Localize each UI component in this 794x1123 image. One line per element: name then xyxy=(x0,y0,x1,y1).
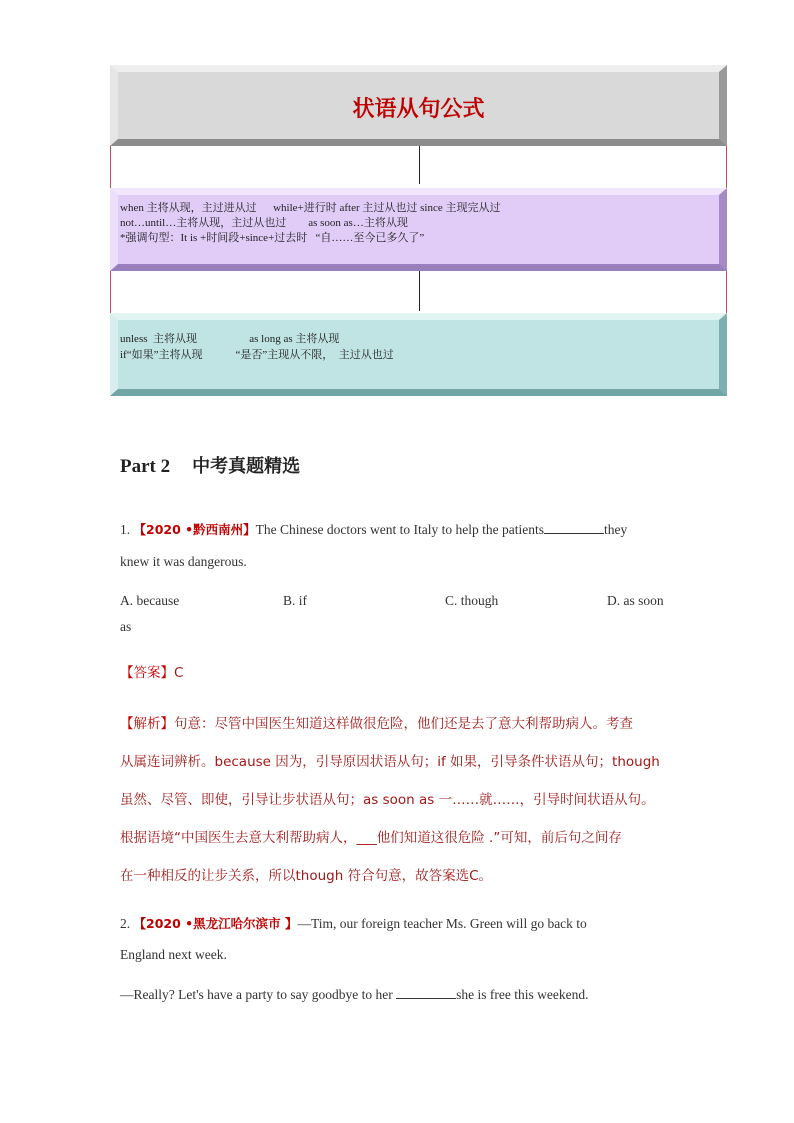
q1-option-c: C. though xyxy=(445,593,499,608)
q1-blank xyxy=(544,521,604,534)
q1-analysis-line-1 xyxy=(120,712,633,732)
time-box-line-3: *强调句型：It is +时间段+since+过去时 “自……至今已多久了” xyxy=(120,232,425,244)
answer-label: 【答案】 xyxy=(120,665,174,681)
q1-text-b: they xyxy=(603,522,628,537)
q2-line-3 xyxy=(120,986,588,1003)
cond-box-line-2: if“如果”主将从现 “是否”主现从不限， 主过从也过 xyxy=(120,349,394,361)
q1-analysis-line-2: 从属连词辨析。because 因为，引导原因状语从句；if 如果，引导条件状语从句；though xyxy=(120,754,660,770)
q2-text-c: —Really? Let's have a party to say goodbye to her xyxy=(120,987,393,1002)
part2-label: Part 2 xyxy=(120,456,171,477)
q1-line-2: knew it was dangerous. xyxy=(120,554,247,569)
q1-line-1 xyxy=(120,520,627,538)
q1-option-d: D. as soon xyxy=(607,593,664,608)
q1-option-b: B. if xyxy=(283,593,308,608)
q2-text-d: she is free this weekend. xyxy=(456,987,589,1002)
connector-top xyxy=(110,146,727,188)
q1-analysis-line-5: 在一种相反的让步关系，所以though 符合句意，故答案选C。 xyxy=(120,868,493,884)
analysis-label: 【解析】 xyxy=(120,716,174,732)
q1-option-d-wrap: as xyxy=(120,619,132,634)
time-box-line-2: not…until…主将从现，主过从也过 as soon as…主将从现 xyxy=(120,217,408,229)
q1-option-a: A. because xyxy=(120,593,180,608)
title-box xyxy=(110,65,727,146)
q2-line-2: England next week. xyxy=(120,947,227,962)
cond-box-line-1: unless 主将从现 as long as 主将从现 xyxy=(120,333,340,345)
q1-answer xyxy=(120,661,183,681)
part2-heading xyxy=(120,452,300,478)
connector-middle xyxy=(110,271,727,313)
q1-number: 1. xyxy=(120,522,131,537)
condition-clause-box xyxy=(110,313,727,396)
q1-text-a: The Chinese doctors went to Italy to help the patients xyxy=(255,522,544,537)
time-clause-box xyxy=(110,188,727,271)
q2-line-1 xyxy=(120,914,587,932)
q2-text-a: —Tim, our foreign teacher Ms. Green will go back to xyxy=(297,916,587,931)
q1-analysis-line-4: 根据语境“中国医生去意大利帮助病人，___他们知道这很危险 .”可知，前后句之间存 xyxy=(120,830,622,846)
analysis-text-1: 句意：尽管中国医生知道这样做很危险，他们还是去了意大利帮助病人。考查 xyxy=(174,716,633,732)
q1-source: 【2020 •黔西南州】 xyxy=(133,522,256,537)
q2-number: 2. xyxy=(120,916,131,931)
answer-value: C xyxy=(174,665,184,681)
part2-title: 中考真题精选 xyxy=(192,456,301,477)
q2-blank xyxy=(396,986,456,999)
diagram-title: 状语从句公式 xyxy=(352,97,485,122)
q1-analysis-line-3: 虽然、尽管、即使，引导让步状语从句；as soon as 一……就……，引导时间状语从句。 xyxy=(120,792,655,808)
time-box-line-1: when 主将从现，主过进从过 while+进行时 after 主过从也过 since 主现完从过 xyxy=(120,202,501,214)
q2-source: 【2020 •黑龙江哈尔滨市 】 xyxy=(133,916,298,931)
